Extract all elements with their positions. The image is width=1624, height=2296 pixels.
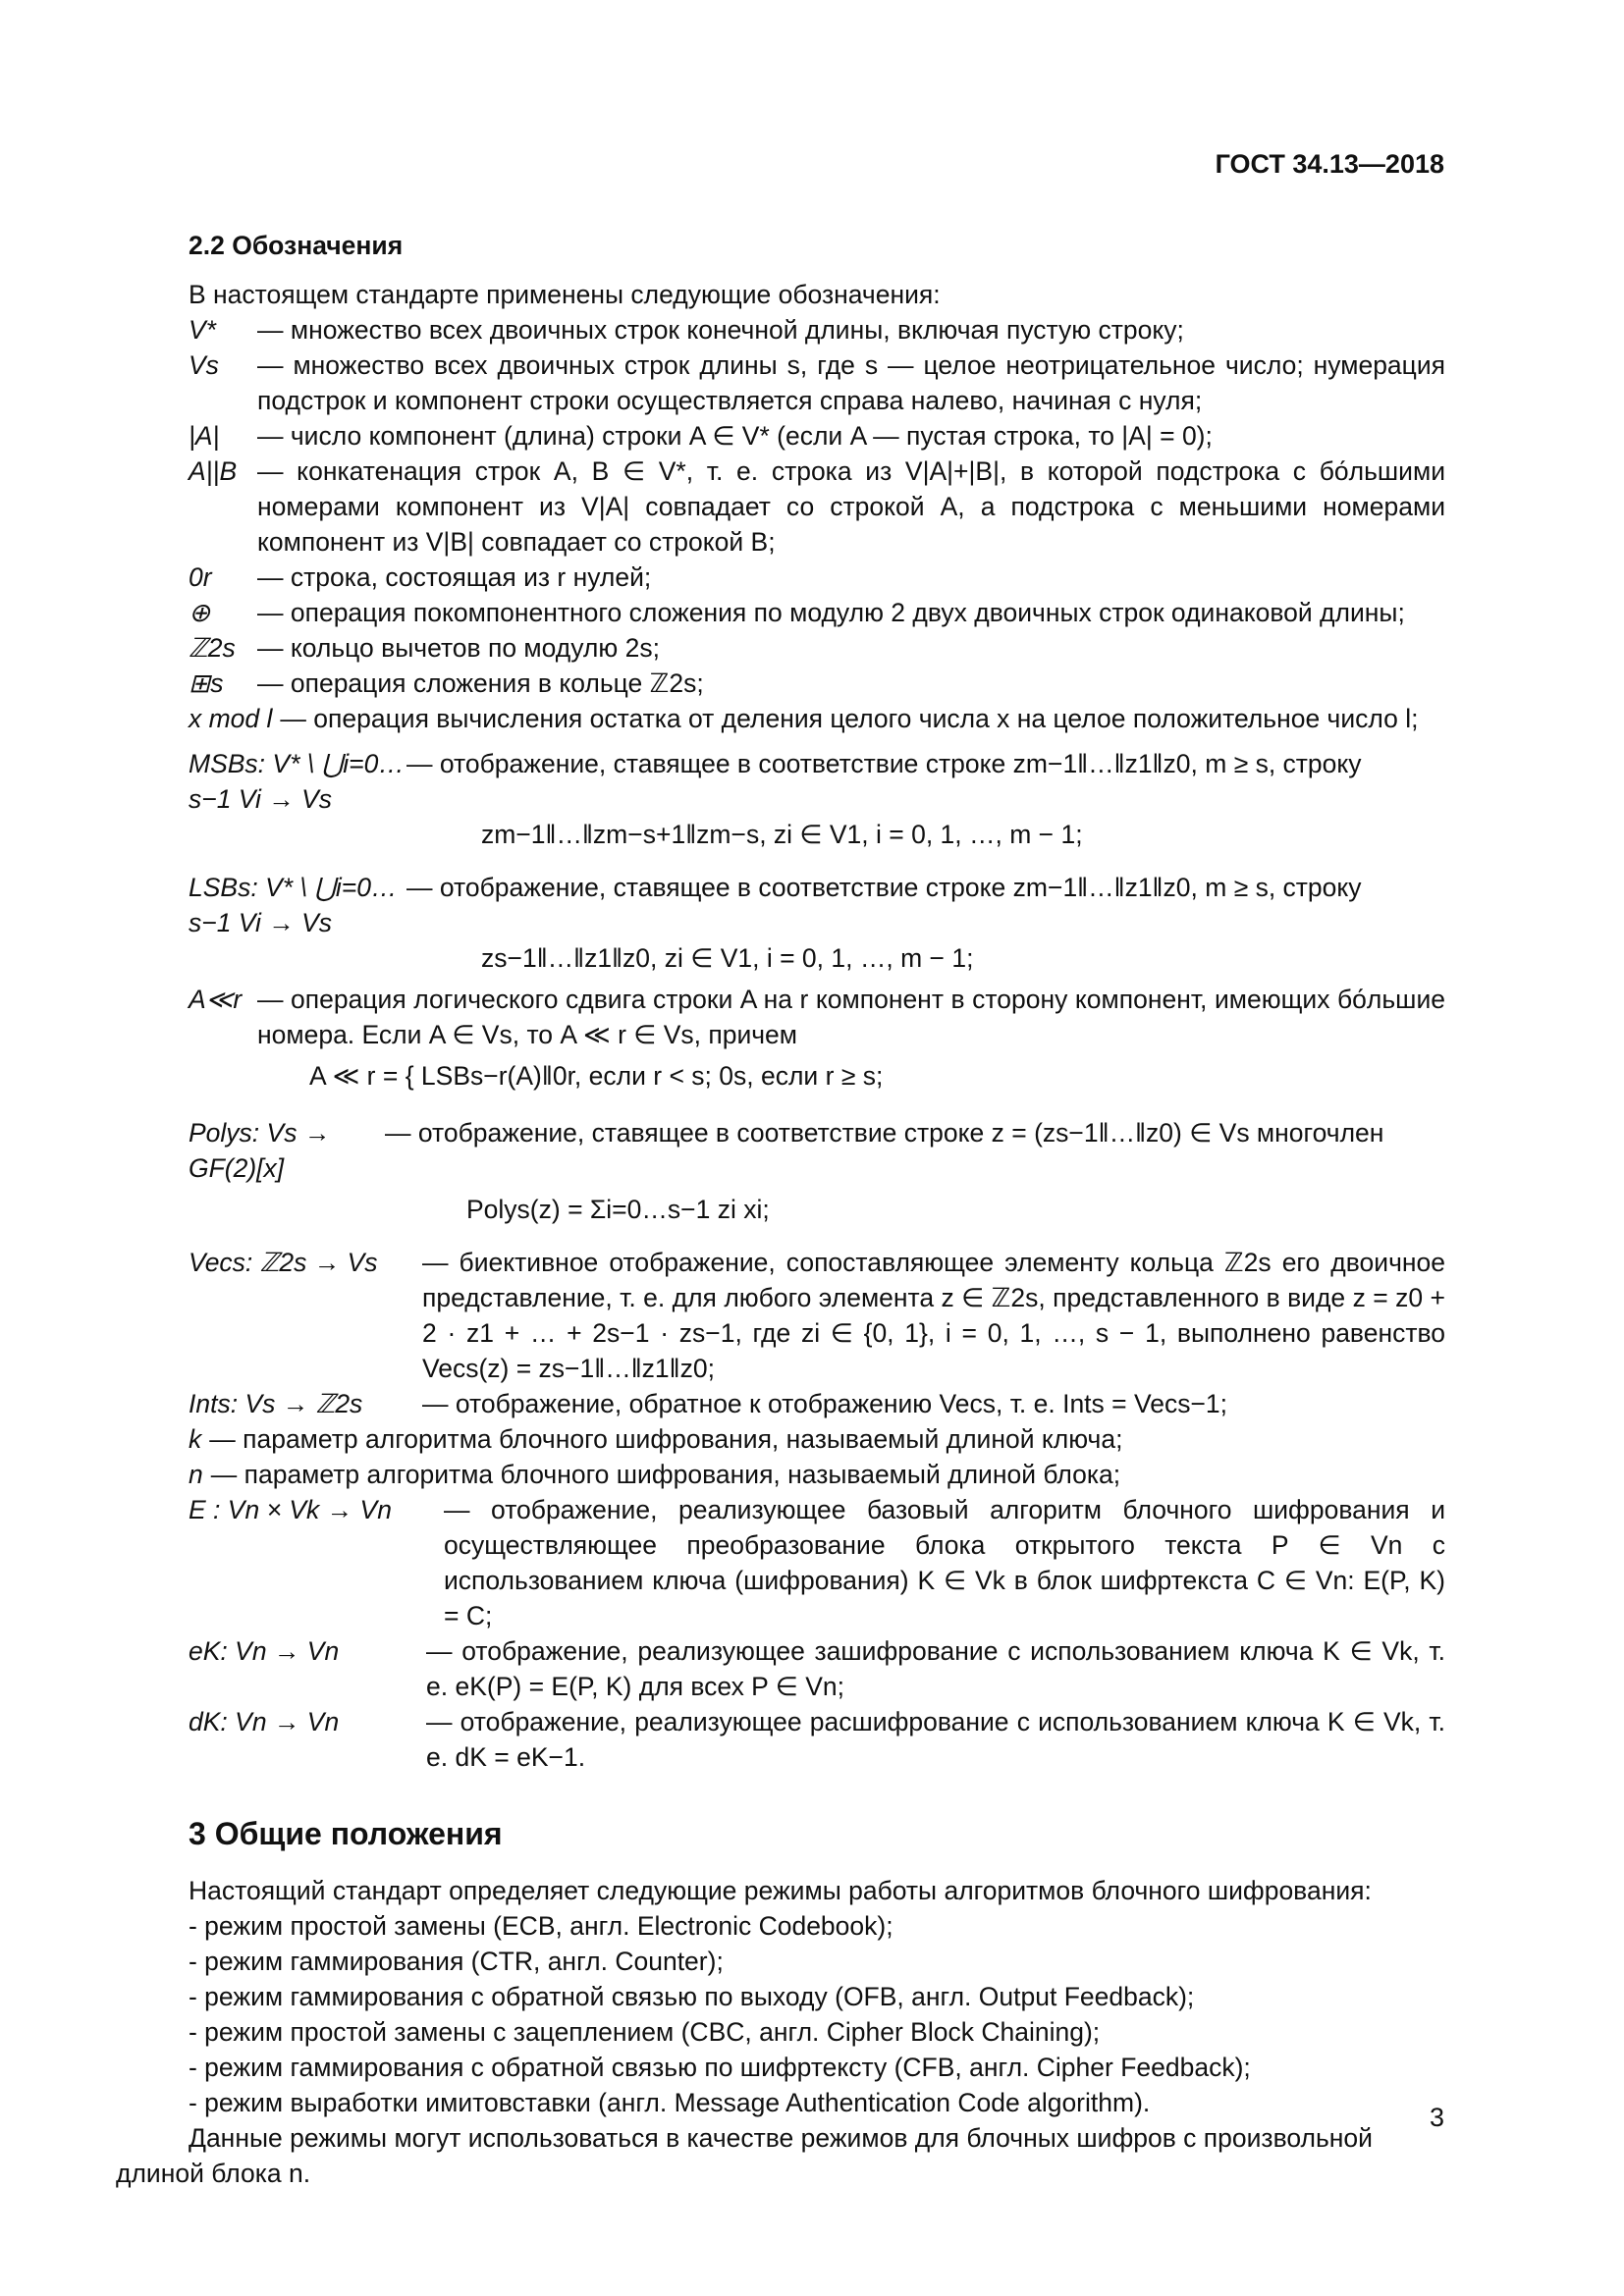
notation-item [177, 630, 1445, 666]
section-3-closing: Данные режимы могут использоваться в качестве режимов для блочных шифров с произвольной длиной блока n. [116, 2123, 1373, 2188]
page-content [116, 228, 1445, 2191]
notation-item [177, 1386, 1445, 1421]
notation-item [177, 870, 1445, 940]
notation-item [177, 347, 1445, 418]
notation-symbol: Polys: Vs → GF(2)[x] [189, 1118, 331, 1183]
notation-symbol: MSBs: V* \ ⋃i=0…s−1 Vi → Vs [189, 749, 405, 814]
notation-item [177, 1421, 1445, 1457]
notation-desc: — конкатенация строк A, B ∈ V*, т. е. строка из V|A|+|B|, в которой подстрока с бо́льшими номерами компонент из V|A| совпадает со строкой A, а подстрока с меньшими номерами компонент из V|B| совпадает со строкой B; [257, 456, 1445, 557]
notation-symbol: ⊕ [189, 598, 211, 627]
notation-item [177, 746, 1445, 817]
mode-list-item: - режим гаммирования (CTR, англ. Counter); [189, 1947, 724, 1976]
notation-symbol: Vecs: ℤ2s → Vs [189, 1248, 378, 1277]
notation-item [177, 418, 1445, 454]
notation-desc: — отображение, реализующее расшифрование с использованием ключа K ∈ Vk, т. е. dK = eK−1. [426, 1707, 1445, 1772]
section-3-title: 3 Общие положения [189, 1816, 503, 1851]
notation-symbol: A≪r [189, 985, 243, 1014]
mode-list-item: - режим гаммирования с обратной связью по шифртексту (CFB, англ. Cipher Feedback); [189, 2053, 1251, 2082]
notation-item [177, 982, 1445, 1052]
notation-desc: — число компонент (длина) строки A ∈ V* (если A — пустая строка, то |A| = 0); [257, 421, 1213, 451]
notation-symbol: V* [189, 315, 216, 345]
mode-list-item: - режим выработки имитовставки (англ. Message Authentication Code algorithm). [189, 2088, 1151, 2117]
mode-list-item: - режим гаммирования с обратной связью по выходу (OFB, англ. Output Feedback); [189, 1982, 1195, 2011]
notation-item [177, 1245, 1445, 1386]
notation-item [177, 666, 1445, 701]
notation-item [177, 701, 1445, 736]
notation-symbol: |A| [189, 421, 220, 451]
mode-list-item: - режим простой замены с зацеплением (CBC, англ. Cipher Block Chaining); [189, 2017, 1101, 2047]
mode-list-item: - режим простой замены (ECB, англ. Electronic Codebook); [189, 1911, 893, 1941]
notation-symbol: Ints: Vs → ℤ2s [189, 1389, 363, 1418]
notation-desc: — множество всех двоичных строк длины s, где s — целое неотрицательное число; нумерация подстрок и компонент строки осуществляется справа налево, начиная с нуля; [257, 350, 1445, 415]
section-2-2-title: 2.2 Обозначения [189, 231, 404, 260]
notation-desc: — параметр алгоритма блочного шифрования, называемый длиной ключа; [209, 1424, 1123, 1454]
notation-desc: — отображение, ставящее в соответствие строке zm−1‖…‖z1‖z0, m ≥ s, строку [406, 873, 1362, 902]
page-number: 3 [1429, 2103, 1444, 2132]
section-3-intro: Настоящий стандарт определяет следующие режимы работы алгоритмов блочного шифрования: [189, 1876, 1372, 1905]
notation-desc: — отображение, ставящее в соответствие строке z = (zs−1‖…‖z0) ∈ Vs многочлен [385, 1118, 1384, 1148]
notation-formula: zm−1‖…‖zm−s+1‖zm−s, zi ∈ V1, i = 0, 1, …, m − 1; [481, 820, 1083, 849]
notation-desc: — отображение, обратное к отображению Vecs, т. е. Ints = Vecs−1; [422, 1389, 1228, 1418]
notation-symbol: E : Vn × Vk → Vn [189, 1495, 392, 1524]
notation-desc: — операция логического сдвига строки A на r компонент в сторону компонент, имеющих бо́льшие номера. Если A ∈ Vs, то A ≪ r ∈ Vs, причем [257, 985, 1445, 1049]
notation-symbol: 0r [189, 562, 212, 592]
notation-symbol: ⊞s [189, 668, 224, 698]
notation-desc: — строка, состоящая из r нулей; [257, 562, 652, 592]
notation-item [177, 1492, 1445, 1633]
notation-item [177, 595, 1445, 630]
notation-desc: — операция покомпонентного сложения по модулю 2 двух двоичных строк одинаковой длины; [257, 598, 1405, 627]
notation-desc: — кольцо вычетов по модулю 2s; [257, 633, 660, 663]
notation-symbol: Vs [189, 350, 219, 380]
notation-symbol: A||B [189, 456, 238, 486]
notation-item [177, 1633, 1445, 1704]
section-2-2-intro: В настоящем стандарте применены следующие обозначения: [189, 280, 941, 309]
notation-desc: — параметр алгоритма блочного шифрования, называемый длиной блока; [210, 1460, 1121, 1489]
notation-symbol: LSBs: V* \ ⋃i=0…s−1 Vi → Vs [189, 873, 398, 937]
notation-formula: A ≪ r = { LSBs−r(A)‖0r, если r < s; 0s, если r ≥ s; [309, 1061, 884, 1091]
notation-desc: — биективное отображение, сопоставляющее элементу кольца ℤ2s его двоичное представление, т. е. для любого элемента z ∈ ℤ2s, представленного в виде z = z0 + 2 · z1 + … + 2s−1 · zs−1, где zi ∈ {0, 1}, i = 0, 1, …, s − 1, выполнено равенство Vecs(z) = zs−1‖…‖z1‖z0; [422, 1248, 1445, 1383]
notation-symbol: n [189, 1460, 203, 1489]
notation-desc: — операция сложения в кольце ℤ2s; [257, 668, 704, 698]
notation-symbol: k [189, 1424, 202, 1454]
document-id: ГОСТ 34.13—2018 [1215, 149, 1444, 179]
notation-item [177, 312, 1445, 347]
notation-desc: — отображение, реализующее зашифрование с использованием ключа K ∈ Vk, т. е. eK(P) = E(P, K) для всех P ∈ Vn; [426, 1636, 1445, 1701]
notation-item [177, 1115, 1445, 1186]
notation-desc: — отображение, реализующее базовый алгоритм блочного шифрования и осуществляющее преобразование блока открытого текста P ∈ Vn с использованием ключа (шифрования) K ∈ Vk в блок шифртекста C ∈ Vn: E(P, K) = C; [444, 1495, 1445, 1630]
notation-symbol: dK: Vn → Vn [189, 1707, 340, 1736]
notation-item [177, 1704, 1445, 1775]
notation-symbol: ℤ2s [189, 633, 236, 663]
notation-formula: zs−1‖…‖z1‖z0, zi ∈ V1, i = 0, 1, …, m − 1; [481, 943, 974, 973]
notation-item [177, 560, 1445, 595]
notation-desc: — множество всех двоичных строк конечной длины, включая пустую строку; [257, 315, 1184, 345]
notation-symbol: x mod l [189, 704, 273, 733]
notation-symbol: eK: Vn → Vn [189, 1636, 340, 1666]
notation-item [177, 1457, 1445, 1492]
notation-item [177, 454, 1445, 560]
notation-formula: Polys(z) = Σi=0…s−1 zi xi; [466, 1195, 770, 1224]
notation-desc: — операция вычисления остатка от деления целого числа x на целое положительное число l; [280, 704, 1419, 733]
notation-desc: — отображение, ставящее в соответствие строке zm−1‖…‖z1‖z0, m ≥ s, строку [406, 749, 1362, 778]
